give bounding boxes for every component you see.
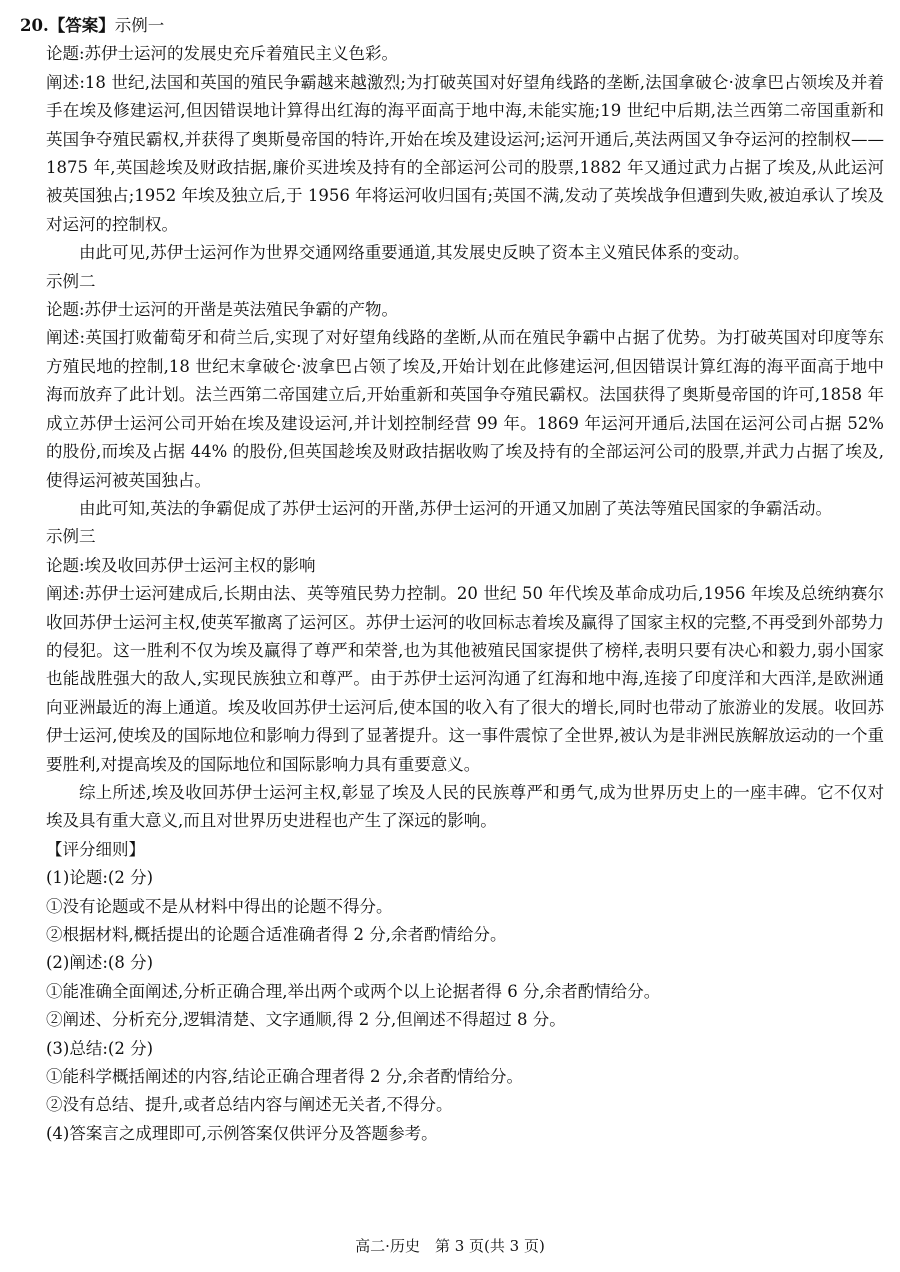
- question-number: 20.: [20, 16, 49, 35]
- example1-title: 示例一: [114, 16, 165, 35]
- scoring-item: ①没有论题或不是从材料中得出的论题不得分。: [46, 896, 393, 916]
- answer-page: [20, 12, 884, 1148]
- scoring-item: ①能科学概括阐述的内容,结论正确合理者得 2 分,余者酌情给分。: [46, 1067, 523, 1087]
- example3-title: 示例三: [46, 527, 96, 547]
- example3-conclusion: 综上所述,埃及收回苏伊士运河主权,彰显了埃及人民的民族尊严和勇气,成为世界历史上的一座丰碑。它不仅对埃及具有重大意义,而且对世界历史进程也产生了深远的影响。: [46, 782, 884, 831]
- question-header: [20, 12, 884, 40]
- scoring-item: (2)阐述:(8 分): [46, 953, 154, 973]
- scoring-item: ②根据材料,概括提出的论题合适准确者得 2 分,余者酌情给分。: [46, 925, 507, 944]
- scoring-item: ①能准确全面阐述,分析正确合理,举出两个或两个以上论据者得 6 分,余者酌情给分。: [46, 981, 661, 1001]
- example3-argument: 阐述:苏伊士运河建成后,长期由法、英等殖民势力控制。20 世纪 50 年代埃及革命成功后,1956 年埃及总统纳赛尔收回苏伊士运河主权,使英军撤离了运河区。苏伊士运河的收回标志着埃及赢得了国家主权的完整,不再受到外部势力的侵犯。这一胜利不仅为埃及赢得了尊严和荣誉,也为其他被殖民国家提供了榜样,表明只要有决心和毅力,弱小国家也能战胜强大的敌人,实现民族独立和尊严。由于苏伊士运河沟通了红海和地中海,连接了印度洋和大西洋,是欧洲通向亚洲最近的海上通道。埃及收回苏伊士运河后,使本国的收入有了很大的增长,同时也带动了旅游业的发展。收回苏伊士运河,使埃及的国际地位和影响力得到了显著提升。这一事件震惊了全世界,被认为是非洲民族解放运动的一个重要胜利,对提高埃及的国际地位和国际影响力具有重要意义。: [46, 584, 884, 774]
- scoring-item: ②没有总结、提升,或者总结内容与阐述无关者,不得分。: [46, 1095, 453, 1115]
- example2-thesis: 论题:苏伊士运河的开凿是英法殖民争霸的产物。: [46, 300, 399, 320]
- scoring-item: (3)总结:(2 分): [46, 1038, 154, 1058]
- example2-argument: 阐述:英国打败葡萄牙和荷兰后,实现了对好望角线路的垄断,从而在殖民争霸中占据了优势。为打破英国对印度等东方殖民地的控制,18 世纪末拿破仑·波拿巴占领了埃及,开始计划在此修建运河,但因错误计算红海的海平面高于地中海而放弃了此计划。法兰西第二帝国建立后,开始重新和英国争夺殖民霸权。法国获得了奥斯曼帝国的许可,1858 年成立苏伊士运河公司开始在埃及建设运河,并计划控制经营 99 年。1869 年运河开通后,法国在运河公司占据 52% 的股份,而埃及占据 44% 的股份,但英国趁埃及财政拮据收购了埃及持有的全部运河公司的股票,并武力占据了埃及,使得运河被英国独占。: [46, 328, 884, 490]
- example2-conclusion: 由此可知,英法的争霸促成了苏伊士运河的开凿,苏伊士运河的开通又加剧了英法等殖民国家的争霸活动。: [79, 498, 832, 518]
- example1-thesis: 论题:苏伊士运河的发展史充斥着殖民主义色彩。: [46, 44, 399, 64]
- example2-title: 示例二: [46, 271, 96, 291]
- answer-tag: 【答案】: [48, 16, 115, 35]
- example3-thesis: 论题:埃及收回苏伊士运河主权的影响: [46, 555, 316, 575]
- example1-argument: 阐述:18 世纪,法国和英国的殖民争霸越来越激烈;为打破英国对好望角线路的垄断,法国拿破仑·波拿巴占领埃及并着手在埃及修建运河,但因错误地计算得出红海的海平面高于地中海,未能实施;19 世纪中后期,法兰西第二帝国重新和英国争夺殖民霸权,并获得了奥斯曼帝国的特许,开始在埃及建设运河;运河开通后,英法两国又争夺运河的控制权——1875 年,英国趁埃及财政拮据,廉价买进埃及持有的全部运河公司的股票,1882 年又通过武力占据了埃及,从此运河被英国独占;1952 年埃及独立后,于 1956 年将运河收归国有;英国不满,发动了英埃战争但遭到失败,被迫承认了埃及对运河的控制权。: [46, 72, 884, 234]
- scoring-item: (1)论题:(2 分): [46, 868, 154, 888]
- scoring-item: ②阐述、分析充分,逻辑清楚、文字通顺,得 2 分,但阐述不得超过 8 分。: [46, 1010, 566, 1030]
- scoring-title: 【评分细则】: [46, 839, 145, 859]
- page-footer: 高二·历史 第 3 页(共 3 页): [355, 1237, 545, 1255]
- scoring-item: (4)答案言之成理即可,示例答案仅供评分及答题参考。: [46, 1123, 438, 1143]
- example1-conclusion: 由此可见,苏伊士运河作为世界交通网络重要通道,其发展史反映了资本主义殖民体系的变动。: [79, 243, 750, 263]
- example1-block: [20, 40, 884, 1148]
